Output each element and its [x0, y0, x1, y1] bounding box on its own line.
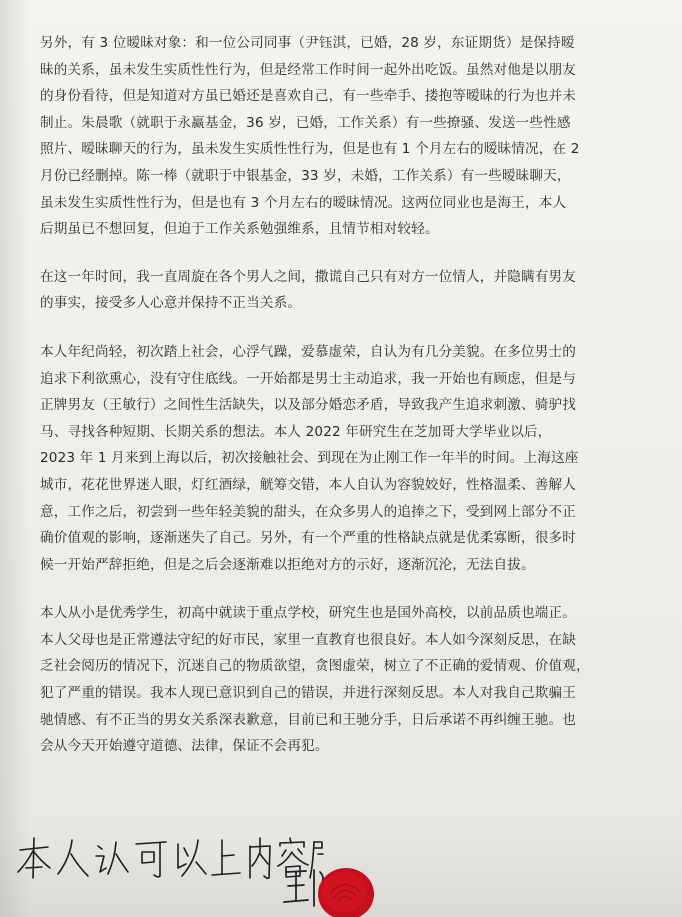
text-line: 制止。朱晨歌（就职于永赢基金，36 岁，已婚，工作关系）有一些撩骚、发送一些性感	[40, 114, 571, 131]
text-line: 月份已经删掉。陈一棒（就职于中银基金，33 岁，未婚，工作关系）有一些暧昧聊天，	[40, 167, 571, 184]
text-line: 的身份看待，但是知道对方虽已婚还是喜欢自己，有一些牵手、搂抱等暧昧的行为也并未	[40, 88, 577, 105]
page-shadow-left	[0, 0, 30, 917]
handwritten-note	[14, 834, 324, 886]
paragraph-2	[40, 264, 652, 317]
text-line: 正牌男友（王敏行）之间性生活缺失，以及部分婚恋矛盾，导致我产生追求刺激、骑驴找	[40, 397, 577, 414]
text-line: 2023 年 1 月来到上海以后，初次接触社会、到现在为止刚工作一年半的时间。上海这座	[40, 450, 579, 467]
text-line: 照片、暧昧聊天的行为，虽未发生实质性性行为，但是也有 1 个月左右的暧昧情况，在 2	[40, 141, 580, 158]
text-line: 意，工作之后，初尝到一些年轻美貌的甜头，在众多男人的追捧之下，受到网上部分不正	[40, 503, 577, 520]
document-body	[40, 30, 652, 760]
text-line: 的事实，接受多人心意并保持不正当关系。	[40, 295, 302, 312]
text-line: 本人从小是优秀学生，初高中就读于重点学校，研究生也是国外高校，以前品质也端正。	[40, 605, 577, 622]
paragraph-1	[40, 30, 652, 243]
text-line: 另外，有 3 位暧昧对象：和一位公司同事（尹钰淇，已婚，28 岁，东证期货）是保持暧	[40, 35, 575, 51]
text-line: 追求下利欲熏心，没有守住底线。一开始都是男士主动追求，我一开始也有顾虑，但是与	[40, 370, 577, 387]
text-line: 犯了严重的错误。我本人现已意识到自己的错误，并进行深刻反思。本人对我自己欺骗王	[40, 685, 577, 702]
red-fingerprint	[310, 864, 380, 917]
paragraph-3	[40, 339, 652, 578]
text-line: 虽未发生实质性性行为，但是也有 3 个月左右的暧昧情况。这两位同业也是海王，本人	[40, 194, 567, 211]
text-line: 马、寻找各种短期、长期关系的想法。本人 2022 年研究生在芝加哥大学毕业以后，	[40, 423, 552, 440]
text-line: 本人年纪尚轻，初次踏上社会，心浮气躁，爱慕虚荣，自认为有几分美貌。在多位男士的	[40, 343, 577, 360]
paragraph-4	[40, 600, 652, 760]
text-line: 候一开始严辞拒绝，但是之后会逐渐难以拒绝对方的示好，逐渐沉沦，无法自拔。	[40, 556, 535, 573]
text-line: 会从今天开始遵守道德、法律，保证不会再犯。	[40, 738, 329, 755]
text-line: 后期虽已不想回复，但迫于工作关系勉强维系，且情节相对较轻。	[40, 221, 439, 238]
text-line: 昧的关系，虽未发生实质性性行为，但是经常工作时间一起外出吃饭。虽然对他是以朋友	[40, 61, 577, 78]
text-line: 城市，花花世界迷人眼，灯红酒绿，觥筹交错，本人自认为容貌姣好，性格温柔、善解人	[40, 476, 577, 493]
text-line: 在这一年时间，我一直周旋在各个男人之间，撒谎自己只有对方一位情人，并隐瞒有男友	[40, 268, 577, 285]
text-line: 确价值观的影响，逐渐迷失了自己。另外，有一个严重的性格缺点就是优柔寡断，很多时	[40, 530, 577, 547]
text-line: 本人父母也是正常遵法守纪的好市民，家里一直教育也很良好。本人如今深刻反思，在缺	[40, 631, 577, 648]
text-line: 乏社会阅历的情况下，沉迷自己的物质欲望，贪图虚荣，树立了不正确的爱情观、价值观，	[40, 658, 590, 675]
text-line: 驰情感、有不正当的男女关系深表歉意，目前已和王驰分手，日后承诺不再纠缠王驰。也	[40, 711, 577, 728]
